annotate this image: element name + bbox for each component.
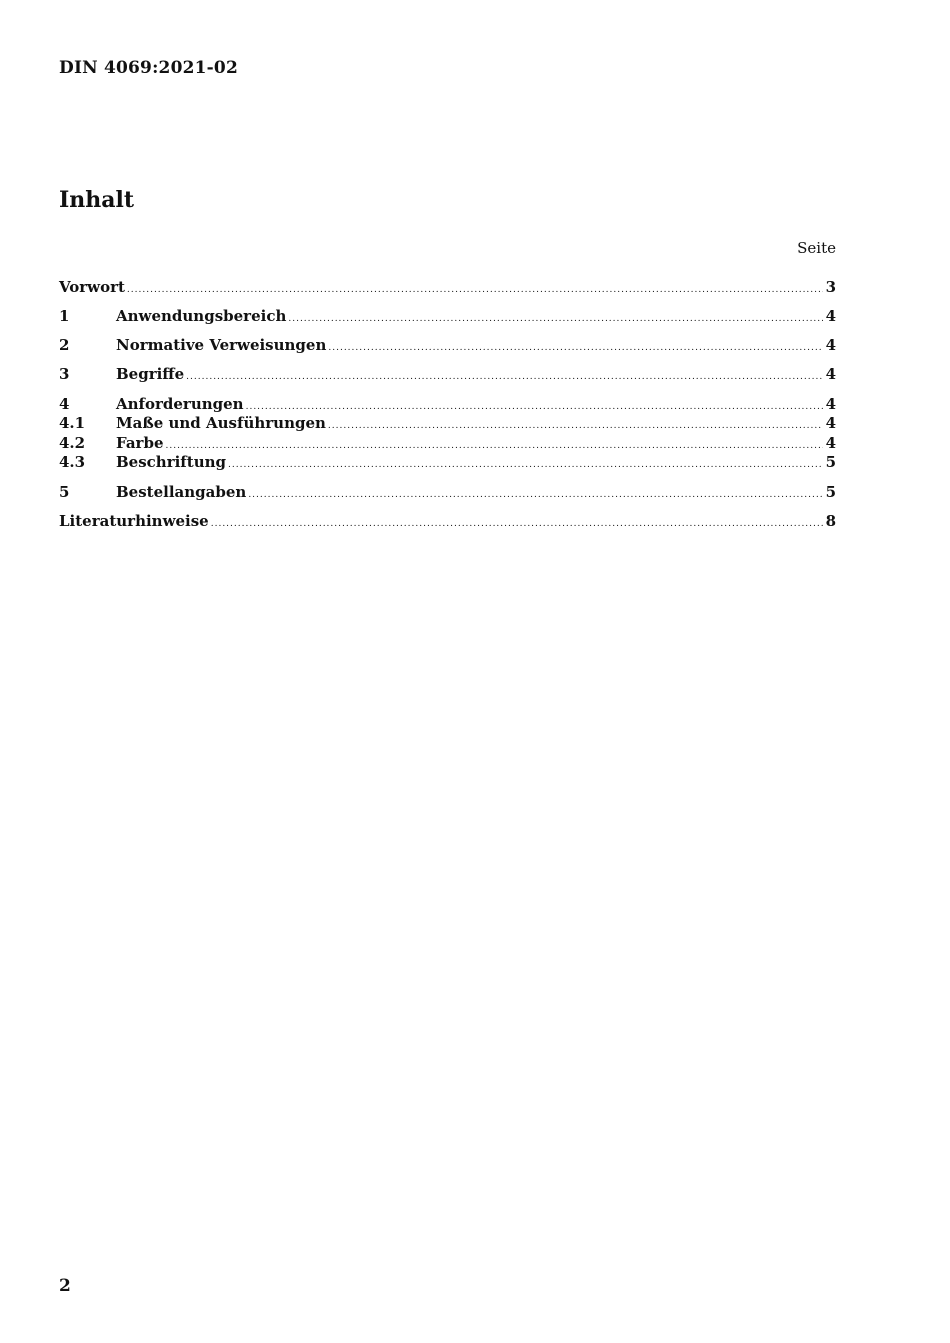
- toc-entry-masse-und-ausfuehrungen[interactable]: [59, 413, 836, 433]
- toc-leader-dots: [228, 455, 823, 475]
- toc-entry-page: 4: [825, 365, 836, 383]
- toc-entry-beschriftung[interactable]: [59, 452, 836, 472]
- toc-entry-text: Beschriftung: [116, 453, 226, 471]
- toc-leader-dots: [328, 338, 822, 358]
- toc-entry-normative-verweisungen[interactable]: [59, 335, 836, 355]
- toc-entry-number: 4.2: [59, 434, 86, 452]
- toc-entry-text: Vorwort: [59, 278, 125, 296]
- toc-leader-dots: [186, 367, 822, 387]
- toc-entry-text: Literaturhinweise: [59, 512, 209, 530]
- toc-entry-anwendungsbereich[interactable]: [59, 306, 836, 326]
- toc-entry-text: Anwendungsbereich: [116, 307, 287, 325]
- toc-entry-page: 8: [825, 512, 836, 530]
- toc-entry-text: Normative Verweisungen: [116, 336, 327, 354]
- toc-entry-text: Farbe: [116, 434, 164, 452]
- toc-entry-text: Maße und Ausführungen: [116, 414, 326, 432]
- toc-entry-page: 4: [825, 395, 836, 413]
- toc-entry-number: 4.3: [59, 453, 86, 471]
- toc-entry-page: 3: [825, 278, 836, 296]
- page-column-label: Seite: [797, 239, 836, 257]
- toc-entry-number: 2: [59, 336, 70, 354]
- toc-title: Inhalt: [59, 187, 135, 213]
- toc-entry-page: 4: [825, 336, 836, 354]
- toc-entry-page: 4: [825, 414, 836, 432]
- toc-entry-text: Begriffe: [116, 365, 185, 383]
- toc-entry-anforderungen[interactable]: [59, 394, 836, 414]
- toc-entry-number: 3: [59, 365, 70, 383]
- toc-entry-bestellangaben[interactable]: [59, 482, 836, 502]
- toc-entry-number: 1: [59, 307, 70, 325]
- toc-leader-dots: [127, 280, 823, 300]
- toc-leader-dots: [288, 309, 822, 329]
- toc-entry-page: 4: [825, 434, 836, 452]
- toc-entry-page: 5: [825, 483, 836, 501]
- page-number: 2: [59, 1276, 71, 1296]
- toc-entry-number: 4: [59, 395, 70, 413]
- toc-entry-farbe[interactable]: [59, 433, 836, 453]
- document-id: DIN 4069:2021-02: [59, 58, 238, 78]
- toc-entry-number: 4.1: [59, 414, 86, 432]
- toc-entry-number: 5: [59, 483, 70, 501]
- toc-entry-text: Bestellangaben: [116, 483, 247, 501]
- toc-entry-literaturhinweise[interactable]: [59, 511, 836, 531]
- toc-entry-text: Anforderungen: [116, 395, 244, 413]
- toc-entry-page: 5: [825, 453, 836, 471]
- toc-entry-vorwort[interactable]: [59, 277, 836, 297]
- toc-leader-dots: [248, 485, 822, 505]
- toc-leader-dots: [211, 514, 823, 534]
- toc-entry-begriffe[interactable]: [59, 364, 836, 384]
- toc-entry-page: 4: [825, 307, 836, 325]
